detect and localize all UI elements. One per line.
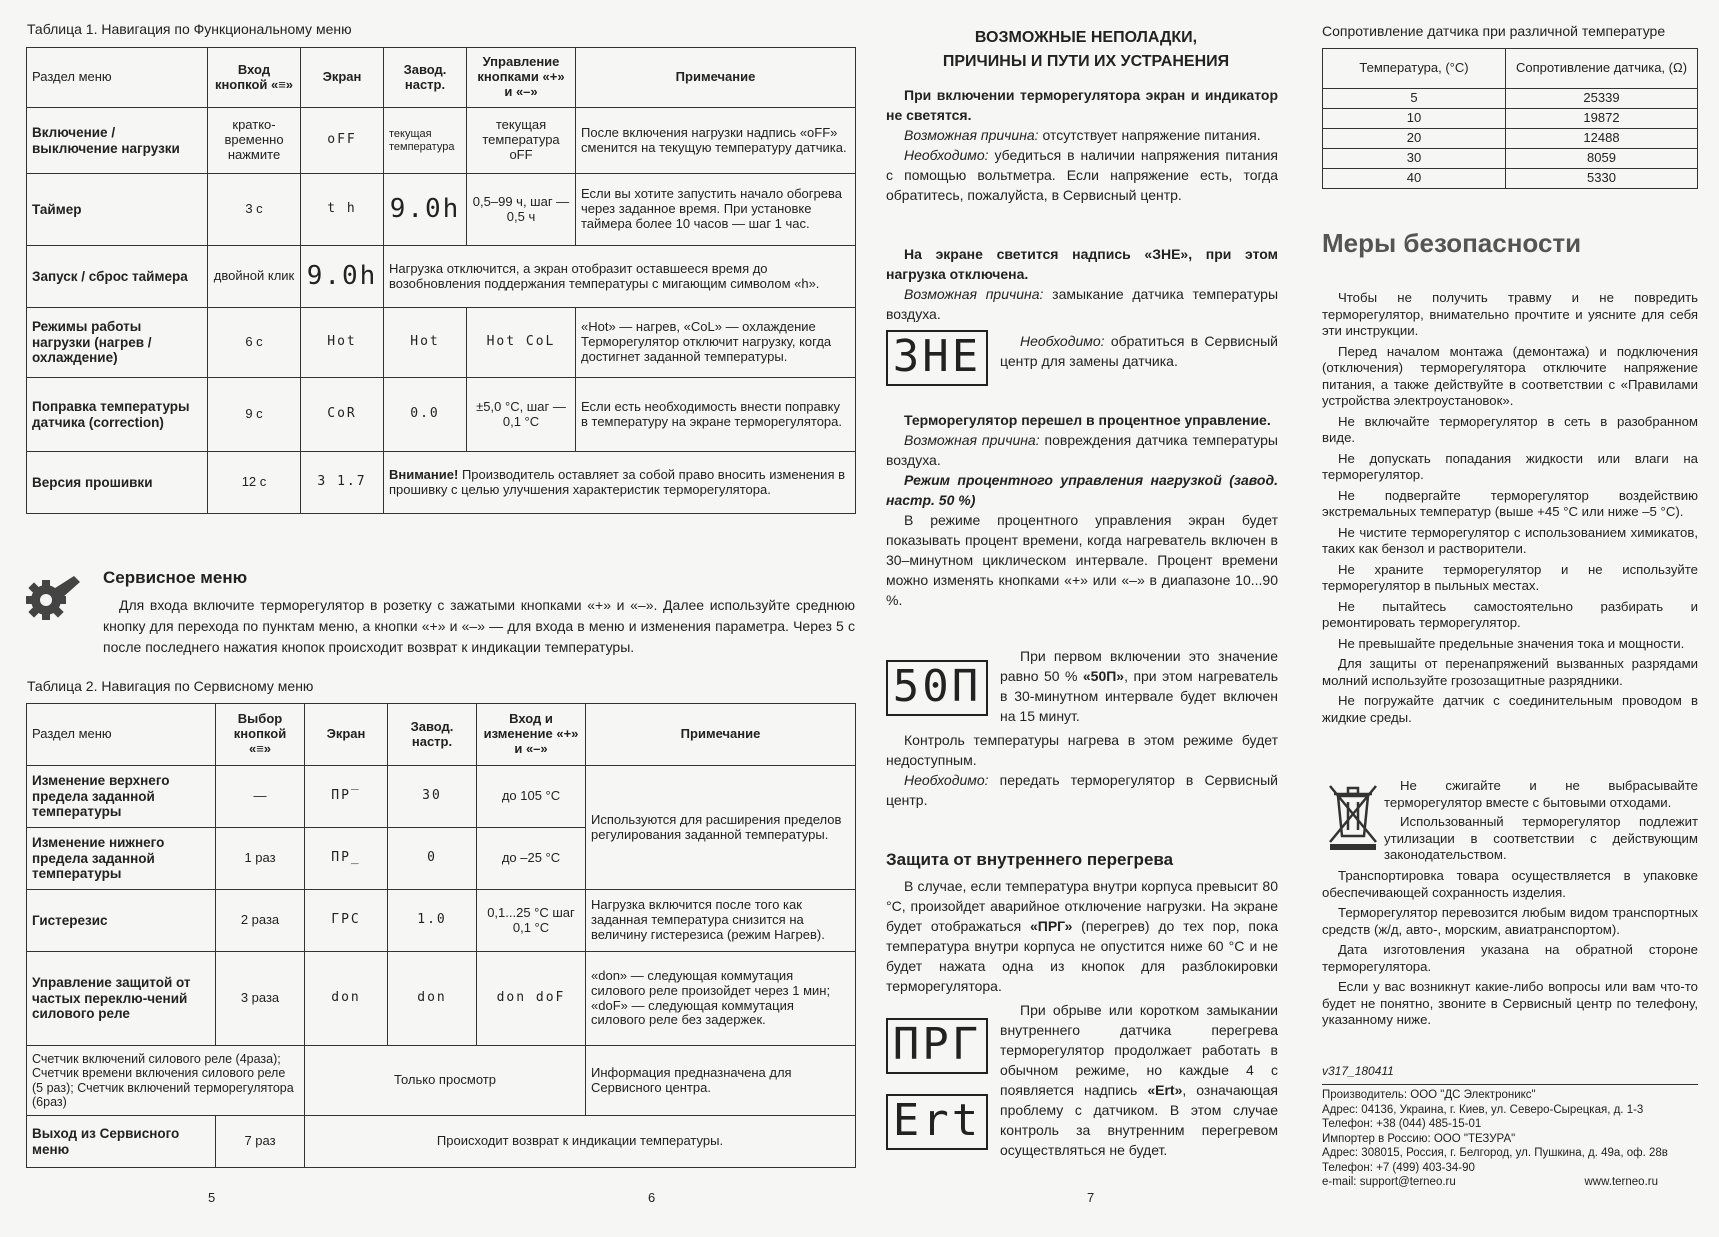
overheat-text <box>886 876 1278 996</box>
service-text: Для входа включите терморегулятор в розетку с зажатыми кнопками «+» и «–». Далее используйте среднюю кнопку для перехода по пунктам меню, а кнопки «+» и «–» — для входа в меню и изменения параметра. Через 5 с после последнего нажатия кнопок происходит возврат к индикации температуры. <box>103 597 855 655</box>
troubles-title <box>886 26 1286 74</box>
t2-screen: ПР‾ <box>305 766 388 828</box>
t2-entry: 3 раза <box>216 952 305 1046</box>
t2-entry: 1 раз <box>216 828 305 890</box>
t1-note <box>384 452 856 514</box>
t2-entry: — <box>216 766 305 828</box>
table2-caption: Таблица 2. Навигация по Сервисному меню <box>27 678 314 694</box>
t2-entry: 7 раз <box>216 1116 305 1168</box>
version-code: v317_180411 <box>1322 1064 1394 1078</box>
safety-para: Не погружайте датчик с соединительным проводом в жидкие среды. <box>1322 693 1698 725</box>
safety-paras <box>1322 290 1698 726</box>
t2-section: Счетчик включений силового реле (4раза); Счетчик времени включения силового реле (5 раз); Счетчик включений терморегулятора (6раз) <box>27 1046 305 1116</box>
resist-value: 19872 <box>1506 109 1698 129</box>
trouble-2-need <box>1000 331 1278 371</box>
overheat-text-b: (перегрев) до тех пор, пока температура внутри корпуса не опустится ниже 60 °С и не будет нажата одна из кнопок для разблокировки терморегулятора. <box>886 918 1279 994</box>
t2-note: Нагрузка включится после того как заданная температура снизится на величину гистерезиса (режим Нагрев). <box>586 890 856 952</box>
t2-control: до –25 °С <box>477 828 586 890</box>
footer-line: Адрес: 04136, Украина, г. Киев, ул. Северо-Сырецкая, д. 1-3 <box>1322 1103 1644 1116</box>
safety-para: Перед началом монтажа (демонтажа) и подключения (отключения) терморегулятора отключите напряжение питания, а также действуйте в соответствии с «Правилами устройства электроустановок». <box>1322 343 1698 408</box>
trouble-3-cause <box>886 430 1278 470</box>
t1-header-note: Примечание <box>576 48 856 108</box>
t1-entry: 3 с <box>208 174 301 246</box>
trouble-2-cause <box>886 284 1278 324</box>
t1-section: Таймер <box>27 174 208 246</box>
troubles-title-line1: ВОЗМОЖНЫЕ НЕПОЛАДКИ, <box>974 29 1198 46</box>
cause-label: Возможная причина: <box>904 286 1044 302</box>
table2 <box>26 703 856 1168</box>
t1-section: Включение / выключение нагрузки <box>27 108 208 174</box>
safety-para: Дата изготовления указана на обратной стороне терморегулятора. <box>1322 942 1698 974</box>
t1-header-screen: Экран <box>301 48 384 108</box>
trouble-3-text3: Контроль температуры нагрева в этом режиме будет недоступным. <box>886 732 1278 768</box>
page-number: 7 <box>1087 1190 1095 1205</box>
t1-section: Версия прошивки <box>27 452 208 514</box>
t1-note: После включения нагрузки надпись «oFF» сменится на текущую температуру датчика. <box>576 108 856 174</box>
footer-line: Импортер в Россию: ООО "ТЕЗУРА" <box>1322 1132 1516 1145</box>
t2-header-screen: Экран <box>305 704 388 766</box>
overheat-prg: «ПРГ» <box>1029 918 1073 934</box>
t1-note: «Hot» — нагрев, «CoL» — охлаждение Терморегулятор отключит нагрузку, когда достигнет заданной температуры. <box>576 308 856 378</box>
t1-factory: Hot <box>384 308 467 378</box>
t1-screen: oFF <box>301 108 384 174</box>
safety-para: Если у вас возникнут какие-либо вопросы или вам что-то будет не понятно, звоните в Сервисный центр по телефону, указанному ниже. <box>1322 979 1698 1027</box>
table1 <box>26 47 856 514</box>
trouble-1-head: При включении терморегулятора экран и индикатор не светятся. <box>886 87 1278 123</box>
t2-entry: 2 раза <box>216 890 305 952</box>
need-label: Необходимо: <box>904 147 989 163</box>
t1-screen: 3 1.7 <box>301 452 384 514</box>
safety-para: Не храните терморегулятор и не используйте терморегулятор в пыльных местах. <box>1322 561 1698 593</box>
t1-section: Запуск / сброс таймера <box>27 246 208 308</box>
trouble-3 <box>886 410 1278 610</box>
t2-note: «don» — следующая коммутация силового реле произойдет через 1 мин; «doF» — следующая коммутация силового реле без задержек. <box>586 952 856 1046</box>
t1-screen: CoR <box>301 378 384 452</box>
t1-control: текущая температура oFF <box>467 108 576 174</box>
cause-text: отсутствует напряжение питания. <box>1042 127 1261 143</box>
need-label: Необходимо: <box>1020 333 1105 349</box>
safety-para: Не превышайте предельные значения тока и мощности. <box>1338 635 1685 651</box>
t1-entry: 12 с <box>208 452 301 514</box>
t1-factory: 0.0 <box>384 378 467 452</box>
t1-note: Если вы хотите запустить начало обогрева через заданное время. При установке таймера более 10 часов — шаг 1 час. <box>576 174 856 246</box>
need-text: передать терморегулятор в Сервисный центр. <box>886 772 1278 808</box>
trouble-1 <box>886 85 1278 205</box>
t2-note: Происходит возврат к индикации температуры. <box>305 1116 856 1168</box>
t1-entry: 6 с <box>208 308 301 378</box>
cause-label: Возможная причина: <box>904 432 1040 448</box>
crossed-bin-icon <box>1326 780 1380 852</box>
t1-note: Если есть необходимость внести поправку в температуру на экране терморегулятора. <box>576 378 856 452</box>
t2-header-control: Вход и изменение «+» и «–» <box>477 704 586 766</box>
resist-table <box>1322 48 1698 189</box>
resist-caption: Сопротивление датчика при различной температуре <box>1322 23 1666 39</box>
safety-para: Не чистите терморегулятор с использованием химикатов, таких как бензол и растворители. <box>1322 524 1698 556</box>
trouble-2 <box>886 244 1278 324</box>
safety-title: Меры безопасности <box>1322 228 1582 258</box>
t2-section: Изменение верхнего предела заданной температуры <box>27 766 216 828</box>
footer-line: Производитель: ООО "ДС Электроникс" <box>1322 1089 1536 1101</box>
text2-c: , при этом нагреватель в 30-минутном интервале будет включен на 15 минут. <box>1000 668 1279 724</box>
safety-para: Не допускать попадания жидкости или влаги на терморегулятор. <box>1322 450 1698 482</box>
lcd-prg: ПРГ <box>886 1018 988 1074</box>
t1-screen: Hot <box>301 308 384 378</box>
safety-paras-2 <box>1322 868 1698 1029</box>
footer-line: Телефон: +38 (044) 485-15-01 <box>1322 1118 1482 1130</box>
t1-header-control: Управление кнопками «+» и «–» <box>467 48 576 108</box>
t1-header-entry: Вход кнопкой «≡» <box>208 48 301 108</box>
t2-factory: 0 <box>388 828 477 890</box>
trouble-3-text: В режиме процентного управления экран будет показывать процент времени, когда нагреватель включен в 30–минутном циклическом интервале. Процент времени можно изменять кнопками «+» или «–» в диапазоне 10...90 %. <box>886 512 1278 608</box>
need-label: Необходимо: <box>904 772 989 788</box>
lcd-50p: 50П <box>886 660 988 716</box>
footer-contacts <box>1322 1175 1698 1190</box>
t2-screen: don <box>305 952 388 1046</box>
t1-screen: 9.0h <box>301 246 384 308</box>
trouble-1-need <box>886 145 1278 205</box>
service-title: Сервисное меню <box>103 568 248 587</box>
trouble-3-text2 <box>1000 646 1278 726</box>
cause-text: замыкание датчика температуры воздуха. <box>886 286 1279 322</box>
resist-temp: 10 <box>1323 109 1506 129</box>
table1-caption: Таблица 1. Навигация по Функциональному меню <box>27 21 352 37</box>
cause-label: Возможная причина: <box>904 127 1039 143</box>
footer-line: Адрес: 308015, Россия, г. Белгород, ул. Пушкина, д. 49а, оф. 28в <box>1322 1147 1668 1159</box>
t2-control: до 105 °С <box>477 766 586 828</box>
t1-control: ±5,0 °С, шаг — 0,1 °С <box>467 378 576 452</box>
t2-section: Выход из Сервисного меню <box>27 1116 216 1168</box>
safety-para: Терморегулятор перевозится любым видом транспортных средств (ж/д, авто-, морским, авиатранспортом). <box>1322 905 1698 937</box>
overheat-text2-a: При обрыве или коротком замыкании внутреннего датчика перегрева терморегулятор продолжает работать в обычном режиме, но каждые 4 с появляется надпись <box>1000 1002 1278 1098</box>
t1-note-text: Производитель оставляет за собой право вносить изменения в прошивку с целью улучшения характеристик терморегулятора. <box>389 466 845 497</box>
resist-value: 25339 <box>1506 89 1698 109</box>
t2-header-note: Примечание <box>586 704 856 766</box>
resist-temp: 40 <box>1323 169 1506 189</box>
safety-para: Для защиты от перенапряжений вызванных разрядами молний используйте грозозащитные разрядники. <box>1322 656 1698 688</box>
t2-factory: don <box>388 952 477 1046</box>
resist-value: 8059 <box>1506 149 1698 169</box>
lcd-ert: Ert <box>886 1094 988 1150</box>
t1-entry: 9 с <box>208 378 301 452</box>
safety-para: Чтобы не получить травму и не повредить терморегулятор, внимательно прочтите и уясните для себя эти инструкции. <box>1322 290 1698 338</box>
t1-note: Нагрузка отключится, а экран отобразит оставшееся время до возобновления поддержания температуры с мигающим символом «h». <box>384 246 856 308</box>
resist-value: 5330 <box>1506 169 1698 189</box>
resist-temp: 20 <box>1323 129 1506 149</box>
t2-factory: 30 <box>388 766 477 828</box>
overheat-title: Защита от внутреннего перегрева <box>886 850 1174 869</box>
footer-divider <box>1322 1084 1698 1085</box>
resist-temp: 30 <box>1323 149 1506 169</box>
t1-factory: 9.0h <box>384 174 467 246</box>
cause-text: повреждения датчика температуры воздуха. <box>886 432 1278 468</box>
t1-entry: двойной клик <box>208 246 301 308</box>
t2-header-entry: Выбор кнопкой «≡» <box>216 704 305 766</box>
safety-para: Не включайте терморегулятор в сеть в разобранном виде. <box>1322 413 1698 445</box>
trouble-3-need <box>886 770 1278 810</box>
t2-entry: Только просмотр <box>305 1046 586 1116</box>
bin-text-2: Использованный терморегулятор подлежит утилизации в соответствии с действующим законодательством. <box>1384 814 1698 862</box>
overheat-text-a: В случае, если температура внутри корпуса превысит 80 °С, произойдет аварийное отключение нагрузки. На экране будет отображаться <box>886 878 1278 934</box>
t1-header-factory: Завод. настр. <box>384 48 467 108</box>
troubles-title-line2: ПРИЧИНЫ И ПУТИ ИХ УСТРАНЕНИЯ <box>942 53 1230 70</box>
page-number: 6 <box>648 1190 656 1205</box>
t2-header-section: Раздел меню <box>27 704 216 766</box>
t2-section: Изменение нижнего предела заданной температуры <box>27 828 216 890</box>
text2-a: При первом включении это значение равно 50 % <box>1000 648 1278 684</box>
t1-control: Hot CoL <box>467 308 576 378</box>
footer-email[interactable]: e-mail: support@terneo.ru <box>1322 1176 1456 1188</box>
t1-header-section: Раздел меню <box>27 48 208 108</box>
safety-para: Не пытайтесь самостоятельно разбирать и ремонтировать терморегулятор. <box>1322 598 1698 630</box>
trouble-1-cause <box>886 125 1278 145</box>
t1-control: 0,5–99 ч, шаг — 0,5 ч <box>467 174 576 246</box>
need-text: убедиться в наличии напряжения питания с помощью вольтметра. Если напряжение есть, тогда обратитесь, пожалуйста, в Сервисный центр. <box>886 147 1278 203</box>
gear-wrench-icon <box>22 572 82 624</box>
t2-factory: 1.0 <box>388 890 477 952</box>
trouble-2-head: На экране светится надпись «ЗНЕ», при этом нагрузка отключена. <box>886 246 1278 282</box>
page-number: 5 <box>208 1190 216 1205</box>
text2-b: «50П» <box>1082 668 1125 684</box>
t2-control: don doF <box>477 952 586 1046</box>
t2-section: Гистерезис <box>27 890 216 952</box>
safety-para: Не подвергайте терморегулятор воздействию экстремальных температур (выше +45 °С или ниже –5 °С). <box>1322 487 1698 519</box>
resist-header-temp: Температура, (°С) <box>1323 49 1506 89</box>
overheat-ert: «Ert» <box>1147 1082 1183 1098</box>
t2-screen: ГРС <box>305 890 388 952</box>
trouble-3-mode: Режим процентного управления нагрузкой (завод. настр. 50 %) <box>886 472 1278 508</box>
footer-site[interactable]: www.terneo.ru <box>1584 1176 1658 1188</box>
trouble-3-head: Терморегулятор перешел в процентное управление. <box>904 412 1271 428</box>
t1-section: Поправка температуры датчика (correction) <box>27 378 208 452</box>
lcd-zne: ЗНЕ <box>886 330 988 386</box>
t1-screen: t h <box>301 174 384 246</box>
t2-merged-note: Используются для расширения пределов регулирования заданной температуры. <box>586 766 856 890</box>
footer <box>1322 1088 1698 1190</box>
t1-note-warning: Внимание! <box>389 466 459 482</box>
resist-header-ohm: Сопротивление датчика, (Ω) <box>1506 49 1698 89</box>
footer-line: Телефон: +7 (499) 403-34-90 <box>1322 1161 1475 1174</box>
t1-factory: текущая температура <box>384 108 467 174</box>
t1-section: Режимы работы нагрузки (нагрев / охлаждение) <box>27 308 208 378</box>
t2-section: Управление защитой от частых переклю-чений силового реле <box>27 952 216 1046</box>
t2-screen: ПР_ <box>305 828 388 890</box>
t1-entry: кратко-временно нажмите <box>208 108 301 174</box>
t2-control: 0,1...25 °С шаг 0,1 °С <box>477 890 586 952</box>
overheat-text2-b: , означающая проблему с датчиком. В этом случае контроль за внутренним перегревом осуществляться не будет. <box>1000 1082 1278 1158</box>
need-text: обратиться в Сервисный центр для замены датчика. <box>1000 333 1278 369</box>
overheat-text2 <box>1000 1000 1278 1160</box>
trouble-3-extra <box>886 730 1278 810</box>
bin-text-1: Не сжигайте и не выбрасывайте терморегулятор вместе с бытовыми отходами. <box>1384 778 1698 810</box>
t2-header-factory: Завод. настр. <box>388 704 477 766</box>
safety-para: Транспортировка товара осуществляется в упаковке обеспечивающей сохранность изделия. <box>1322 868 1698 900</box>
resist-temp: 5 <box>1323 89 1506 109</box>
t2-note: Информация предназначена для Сервисного центра. <box>586 1046 856 1116</box>
resist-value: 12488 <box>1506 129 1698 149</box>
